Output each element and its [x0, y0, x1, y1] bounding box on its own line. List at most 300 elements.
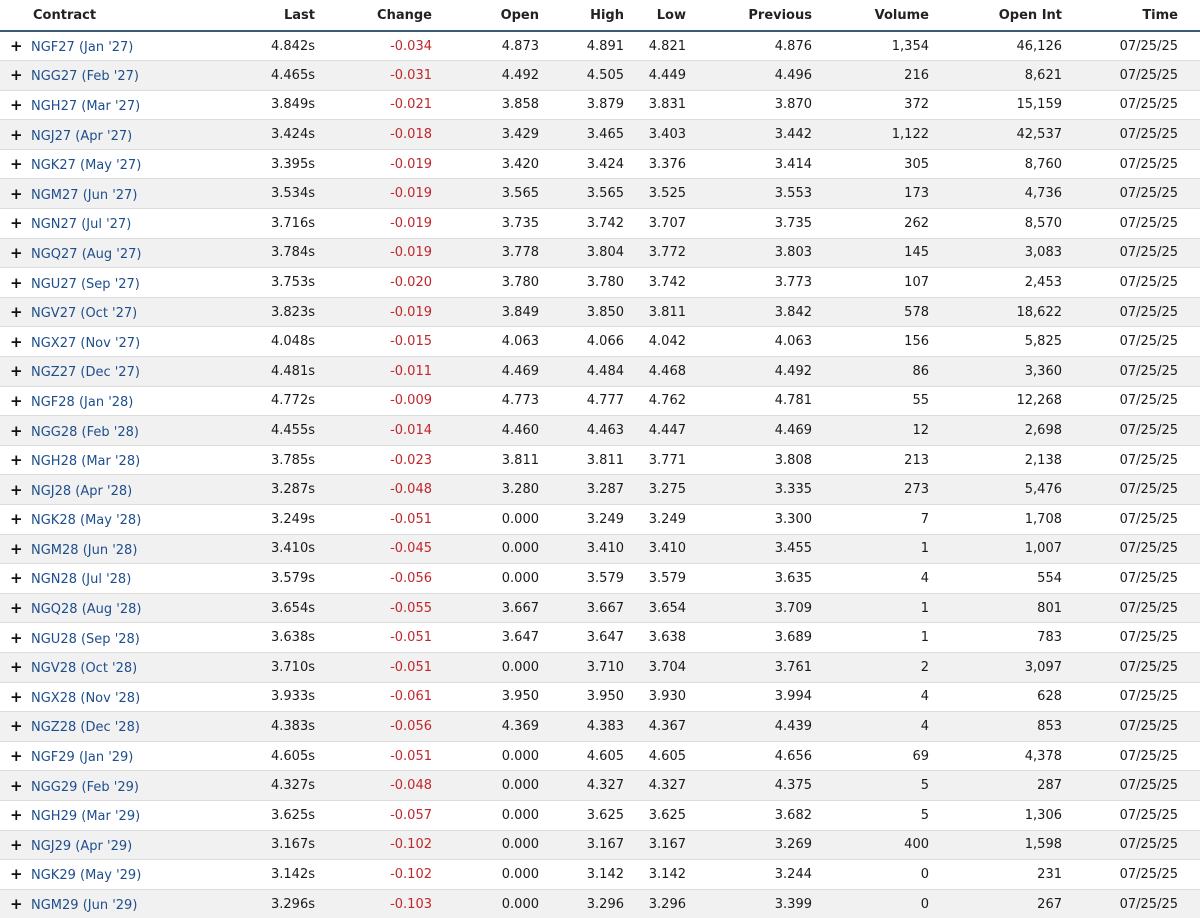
cell-time: 07/25/25: [1084, 830, 1200, 860]
cell-high: 3.287: [561, 475, 646, 505]
cell-last: 3.753s: [230, 268, 337, 298]
cell-previous: 4.781: [708, 386, 834, 416]
contract-link[interactable]: NGK29 (May '29): [31, 868, 142, 884]
cell-low: 3.142: [646, 860, 708, 890]
cell-last: 3.395s: [230, 149, 337, 179]
cell-time: 07/25/25: [1084, 386, 1200, 416]
cell-last: 3.710s: [230, 652, 337, 682]
cell-volume: 4: [834, 712, 951, 742]
expand-plus-icon[interactable]: +: [10, 480, 23, 499]
expand-plus-icon[interactable]: +: [10, 214, 23, 233]
contract-link[interactable]: NGM29 (Jun '29): [31, 898, 138, 914]
table-row: [0, 771, 1200, 801]
expand-plus-icon[interactable]: +: [10, 184, 23, 203]
expand-plus-icon[interactable]: +: [10, 273, 23, 292]
expand-plus-icon[interactable]: +: [10, 747, 23, 766]
cell-change: -0.055: [337, 593, 454, 623]
cell-previous: 3.803: [708, 238, 834, 268]
contract-link[interactable]: NGJ27 (Apr '27): [31, 128, 133, 144]
cell-low: 4.367: [646, 712, 708, 742]
cell-low: 3.525: [646, 179, 708, 209]
cell-change: -0.021: [337, 90, 454, 120]
expand-plus-icon[interactable]: +: [10, 569, 23, 588]
cell-last: 3.287s: [230, 475, 337, 505]
cell-open-int: 554: [951, 564, 1084, 594]
cell-time: 07/25/25: [1084, 712, 1200, 742]
cell-time: 07/25/25: [1084, 357, 1200, 387]
cell-volume: 4: [834, 564, 951, 594]
cell-contract: [0, 61, 230, 91]
cell-time: 07/25/25: [1084, 771, 1200, 801]
table-row: [0, 386, 1200, 416]
table-row: [0, 416, 1200, 446]
contract-link[interactable]: NGG27 (Feb '27): [31, 69, 139, 85]
expand-plus-icon[interactable]: +: [10, 865, 23, 884]
contract-link[interactable]: NGX28 (Nov '28): [31, 690, 141, 706]
cell-low: 3.654: [646, 593, 708, 623]
cell-last: 4.465s: [230, 61, 337, 91]
cell-low: 3.811: [646, 297, 708, 327]
cell-open-int: 12,268: [951, 386, 1084, 416]
cell-open-int: 287: [951, 771, 1084, 801]
cell-high: 3.647: [561, 623, 646, 653]
contract-link[interactable]: NGJ28 (Apr '28): [31, 483, 133, 499]
cell-volume: 12: [834, 416, 951, 446]
cell-time: 07/25/25: [1084, 297, 1200, 327]
cell-volume: 0: [834, 889, 951, 918]
cell-open-int: 2,138: [951, 445, 1084, 475]
cell-last: 3.638s: [230, 623, 337, 653]
cell-contract: [0, 179, 230, 209]
cell-volume: 1: [834, 623, 951, 653]
table-row: [0, 860, 1200, 890]
table-row: [0, 179, 1200, 209]
cell-high: 3.167: [561, 830, 646, 860]
contract-link[interactable]: NGM27 (Jun '27): [31, 187, 138, 203]
expand-plus-icon[interactable]: +: [10, 66, 23, 85]
table-row: [0, 297, 1200, 327]
cell-contract: [0, 623, 230, 653]
cell-low: 3.403: [646, 120, 708, 150]
cell-low: 3.625: [646, 800, 708, 830]
cell-last: 3.167s: [230, 830, 337, 860]
cell-previous: 3.414: [708, 149, 834, 179]
cell-open: 0.000: [454, 534, 561, 564]
cell-previous: 3.842: [708, 297, 834, 327]
cell-previous: 3.709: [708, 593, 834, 623]
cell-change: -0.018: [337, 120, 454, 150]
cell-volume: 0: [834, 860, 951, 890]
cell-open: 3.420: [454, 149, 561, 179]
cell-volume: 86: [834, 357, 951, 387]
cell-contract: [0, 800, 230, 830]
cell-open: 0.000: [454, 860, 561, 890]
cell-change: -0.031: [337, 61, 454, 91]
cell-change: -0.023: [337, 445, 454, 475]
cell-open: 4.492: [454, 61, 561, 91]
cell-open: 3.849: [454, 297, 561, 327]
contract-link[interactable]: NGH29 (Mar '29): [31, 809, 141, 825]
cell-open: 0.000: [454, 830, 561, 860]
table-row: [0, 90, 1200, 120]
cell-previous: 3.773: [708, 268, 834, 298]
cell-low: 4.762: [646, 386, 708, 416]
cell-open: 4.369: [454, 712, 561, 742]
cell-previous: 4.375: [708, 771, 834, 801]
header-open[interactable]: Open: [454, 0, 561, 31]
cell-low: 3.410: [646, 534, 708, 564]
cell-open-int: 1,708: [951, 505, 1084, 535]
cell-contract: [0, 652, 230, 682]
expand-plus-icon[interactable]: +: [10, 155, 23, 174]
cell-change: -0.020: [337, 268, 454, 298]
cell-contract: [0, 31, 230, 61]
cell-open-int: 4,378: [951, 741, 1084, 771]
cell-open-int: 231: [951, 860, 1084, 890]
cell-last: 3.784s: [230, 238, 337, 268]
cell-open-int: 628: [951, 682, 1084, 712]
cell-contract: [0, 564, 230, 594]
cell-low: 3.638: [646, 623, 708, 653]
cell-last: 3.716s: [230, 209, 337, 239]
cell-last: 4.455s: [230, 416, 337, 446]
header-open-int[interactable]: Open Int: [951, 0, 1084, 31]
cell-open-int: 783: [951, 623, 1084, 653]
expand-plus-icon[interactable]: +: [10, 628, 23, 647]
cell-open-int: 801: [951, 593, 1084, 623]
table-row: [0, 534, 1200, 564]
cell-open: 4.773: [454, 386, 561, 416]
cell-open: 3.647: [454, 623, 561, 653]
table-row: [0, 268, 1200, 298]
header-low[interactable]: Low: [646, 0, 708, 31]
contract-link[interactable]: NGH28 (Mar '28): [31, 454, 141, 470]
cell-contract: [0, 505, 230, 535]
cell-open: 4.460: [454, 416, 561, 446]
table-body: [0, 31, 1200, 918]
cell-open-int: 267: [951, 889, 1084, 918]
contract-link[interactable]: NGZ27 (Dec '27): [31, 365, 140, 381]
table-row: [0, 475, 1200, 505]
cell-high: 3.667: [561, 593, 646, 623]
cell-contract: [0, 416, 230, 446]
cell-low: 3.771: [646, 445, 708, 475]
contract-link[interactable]: NGF29 (Jan '29): [31, 750, 134, 766]
cell-open: 0.000: [454, 741, 561, 771]
contract-link[interactable]: NGK27 (May '27): [31, 158, 142, 174]
contract-link[interactable]: NGU28 (Sep '28): [31, 631, 140, 647]
contract-link[interactable]: NGQ27 (Aug '27): [31, 246, 142, 262]
expand-plus-icon[interactable]: +: [10, 895, 23, 914]
cell-open-int: 8,760: [951, 149, 1084, 179]
cell-time: 07/25/25: [1084, 149, 1200, 179]
contract-link[interactable]: NGV27 (Oct '27): [31, 306, 138, 322]
contract-link[interactable]: NGF28 (Jan '28): [31, 394, 134, 410]
cell-change: -0.014: [337, 416, 454, 446]
cell-low: 4.042: [646, 327, 708, 357]
expand-plus-icon[interactable]: +: [10, 658, 23, 677]
expand-plus-icon[interactable]: +: [10, 391, 23, 410]
cell-time: 07/25/25: [1084, 564, 1200, 594]
table-row: [0, 61, 1200, 91]
cell-low: 3.772: [646, 238, 708, 268]
expand-plus-icon[interactable]: +: [10, 599, 23, 618]
expand-plus-icon[interactable]: +: [10, 125, 23, 144]
cell-volume: 400: [834, 830, 951, 860]
expand-plus-icon[interactable]: +: [10, 37, 23, 56]
cell-previous: 3.442: [708, 120, 834, 150]
cell-low: 3.249: [646, 505, 708, 535]
cell-last: 3.625s: [230, 800, 337, 830]
expand-plus-icon[interactable]: +: [10, 687, 23, 706]
cell-volume: 1: [834, 593, 951, 623]
expand-plus-icon[interactable]: +: [10, 835, 23, 854]
expand-plus-icon[interactable]: +: [10, 717, 23, 736]
header-volume[interactable]: Volume: [834, 0, 951, 31]
cell-volume: 107: [834, 268, 951, 298]
cell-open-int: 18,622: [951, 297, 1084, 327]
cell-previous: 3.635: [708, 564, 834, 594]
cell-previous: 3.300: [708, 505, 834, 535]
cell-high: 4.484: [561, 357, 646, 387]
cell-change: -0.019: [337, 179, 454, 209]
cell-low: 3.275: [646, 475, 708, 505]
cell-contract: [0, 889, 230, 918]
cell-previous: 4.876: [708, 31, 834, 61]
cell-high: 3.465: [561, 120, 646, 150]
cell-high: 3.780: [561, 268, 646, 298]
cell-open: 3.735: [454, 209, 561, 239]
cell-last: 3.249s: [230, 505, 337, 535]
header-high[interactable]: High: [561, 0, 646, 31]
contract-link[interactable]: NGV28 (Oct '28): [31, 661, 138, 677]
table-row: [0, 357, 1200, 387]
cell-open: 0.000: [454, 652, 561, 682]
cell-low: 3.296: [646, 889, 708, 918]
table-row: [0, 327, 1200, 357]
cell-volume: 4: [834, 682, 951, 712]
cell-previous: 3.244: [708, 860, 834, 890]
cell-change: -0.048: [337, 771, 454, 801]
cell-low: 3.579: [646, 564, 708, 594]
table-row: [0, 505, 1200, 535]
cell-previous: 3.455: [708, 534, 834, 564]
expand-plus-icon[interactable]: +: [10, 806, 23, 825]
cell-open: 0.000: [454, 771, 561, 801]
cell-high: 4.463: [561, 416, 646, 446]
cell-low: 4.327: [646, 771, 708, 801]
expand-plus-icon[interactable]: +: [10, 421, 23, 440]
cell-low: 4.821: [646, 31, 708, 61]
cell-open: 3.280: [454, 475, 561, 505]
cell-high: 3.811: [561, 445, 646, 475]
cell-time: 07/25/25: [1084, 61, 1200, 91]
cell-contract: [0, 357, 230, 387]
header-time[interactable]: Time: [1084, 0, 1200, 31]
contract-link[interactable]: NGN28 (Jul '28): [31, 572, 132, 588]
cell-high: 4.327: [561, 771, 646, 801]
cell-previous: 3.399: [708, 889, 834, 918]
expand-plus-icon[interactable]: +: [10, 95, 23, 114]
cell-volume: 5: [834, 771, 951, 801]
contract-link[interactable]: NGK28 (May '28): [31, 513, 142, 529]
cell-previous: 4.063: [708, 327, 834, 357]
header-contract[interactable]: Contract: [0, 0, 230, 31]
cell-previous: 3.761: [708, 652, 834, 682]
cell-open: 0.000: [454, 564, 561, 594]
cell-time: 07/25/25: [1084, 416, 1200, 446]
cell-time: 07/25/25: [1084, 652, 1200, 682]
cell-open-int: 8,621: [951, 61, 1084, 91]
cell-last: 3.823s: [230, 297, 337, 327]
cell-high: 3.565: [561, 179, 646, 209]
table-row: [0, 682, 1200, 712]
cell-open: 0.000: [454, 800, 561, 830]
cell-previous: 3.335: [708, 475, 834, 505]
cell-volume: 2: [834, 652, 951, 682]
cell-change: -0.057: [337, 800, 454, 830]
cell-last: 3.142s: [230, 860, 337, 890]
table-row: [0, 564, 1200, 594]
cell-previous: 4.492: [708, 357, 834, 387]
cell-low: 3.376: [646, 149, 708, 179]
table-row: [0, 238, 1200, 268]
table-row: [0, 741, 1200, 771]
cell-last: 3.296s: [230, 889, 337, 918]
table-row: [0, 830, 1200, 860]
contract-link[interactable]: NGQ28 (Aug '28): [31, 602, 142, 618]
cell-low: 4.447: [646, 416, 708, 446]
contract-link[interactable]: NGN27 (Jul '27): [31, 217, 132, 233]
cell-contract: [0, 297, 230, 327]
contract-link[interactable]: NGU27 (Sep '27): [31, 276, 140, 292]
cell-contract: [0, 149, 230, 179]
cell-time: 07/25/25: [1084, 682, 1200, 712]
contract-link[interactable]: NGH27 (Mar '27): [31, 98, 141, 114]
cell-open: 0.000: [454, 505, 561, 535]
table-row: [0, 889, 1200, 918]
cell-change: -0.103: [337, 889, 454, 918]
cell-last: 4.605s: [230, 741, 337, 771]
cell-change: -0.051: [337, 741, 454, 771]
cell-time: 07/25/25: [1084, 475, 1200, 505]
cell-contract: [0, 682, 230, 712]
cell-high: 3.850: [561, 297, 646, 327]
cell-open: 0.000: [454, 889, 561, 918]
cell-high: 3.625: [561, 800, 646, 830]
cell-low: 3.742: [646, 268, 708, 298]
contract-link[interactable]: NGM28 (Jun '28): [31, 542, 138, 558]
cell-volume: 1,354: [834, 31, 951, 61]
cell-change: -0.019: [337, 209, 454, 239]
contract-link[interactable]: NGZ28 (Dec '28): [31, 720, 140, 736]
cell-volume: 5: [834, 800, 951, 830]
cell-volume: 216: [834, 61, 951, 91]
cell-low: 4.605: [646, 741, 708, 771]
cell-time: 07/25/25: [1084, 889, 1200, 918]
expand-plus-icon[interactable]: +: [10, 332, 23, 351]
cell-time: 07/25/25: [1084, 445, 1200, 475]
cell-contract: [0, 386, 230, 416]
cell-high: 3.950: [561, 682, 646, 712]
cell-volume: 69: [834, 741, 951, 771]
cell-contract: [0, 712, 230, 742]
cell-last: 3.579s: [230, 564, 337, 594]
cell-volume: 55: [834, 386, 951, 416]
cell-volume: 262: [834, 209, 951, 239]
expand-plus-icon[interactable]: +: [10, 362, 23, 381]
header-change[interactable]: Change: [337, 0, 454, 31]
cell-previous: 3.994: [708, 682, 834, 712]
cell-previous: 3.808: [708, 445, 834, 475]
expand-plus-icon[interactable]: +: [10, 243, 23, 262]
cell-contract: [0, 741, 230, 771]
cell-open: 3.565: [454, 179, 561, 209]
cell-high: 4.605: [561, 741, 646, 771]
cell-change: -0.015: [337, 327, 454, 357]
cell-open: 3.780: [454, 268, 561, 298]
expand-plus-icon[interactable]: +: [10, 776, 23, 795]
cell-volume: 305: [834, 149, 951, 179]
expand-plus-icon[interactable]: +: [10, 539, 23, 558]
cell-volume: 578: [834, 297, 951, 327]
table-row: [0, 623, 1200, 653]
cell-open-int: 3,083: [951, 238, 1084, 268]
cell-change: -0.051: [337, 623, 454, 653]
header-previous[interactable]: Previous: [708, 0, 834, 31]
cell-high: 4.505: [561, 61, 646, 91]
contract-link[interactable]: NGJ29 (Apr '29): [31, 838, 133, 854]
header-last[interactable]: Last: [230, 0, 337, 31]
cell-change: -0.051: [337, 505, 454, 535]
contract-link[interactable]: NGF27 (Jan '27): [31, 40, 134, 56]
expand-plus-icon[interactable]: +: [10, 451, 23, 470]
cell-open: 3.429: [454, 120, 561, 150]
cell-volume: 145: [834, 238, 951, 268]
cell-contract: [0, 120, 230, 150]
cell-change: -0.048: [337, 475, 454, 505]
cell-previous: 3.870: [708, 90, 834, 120]
cell-open-int: 8,570: [951, 209, 1084, 239]
cell-time: 07/25/25: [1084, 238, 1200, 268]
cell-low: 3.930: [646, 682, 708, 712]
cell-volume: 273: [834, 475, 951, 505]
cell-last: 4.383s: [230, 712, 337, 742]
cell-high: 4.777: [561, 386, 646, 416]
contract-link[interactable]: NGG29 (Feb '29): [31, 779, 139, 795]
contract-link[interactable]: NGG28 (Feb '28): [31, 424, 139, 440]
cell-time: 07/25/25: [1084, 505, 1200, 535]
expand-plus-icon[interactable]: +: [10, 303, 23, 322]
cell-time: 07/25/25: [1084, 860, 1200, 890]
table-row: [0, 652, 1200, 682]
cell-change: -0.056: [337, 712, 454, 742]
cell-time: 07/25/25: [1084, 90, 1200, 120]
cell-open-int: 5,825: [951, 327, 1084, 357]
table-row: [0, 445, 1200, 475]
cell-low: 3.704: [646, 652, 708, 682]
expand-plus-icon[interactable]: +: [10, 510, 23, 529]
cell-low: 4.449: [646, 61, 708, 91]
cell-volume: 213: [834, 445, 951, 475]
cell-last: 3.410s: [230, 534, 337, 564]
contract-link[interactable]: NGX27 (Nov '27): [31, 335, 141, 351]
cell-change: -0.051: [337, 652, 454, 682]
cell-high: 3.742: [561, 209, 646, 239]
cell-volume: 372: [834, 90, 951, 120]
cell-last: 4.772s: [230, 386, 337, 416]
cell-open-int: 2,698: [951, 416, 1084, 446]
